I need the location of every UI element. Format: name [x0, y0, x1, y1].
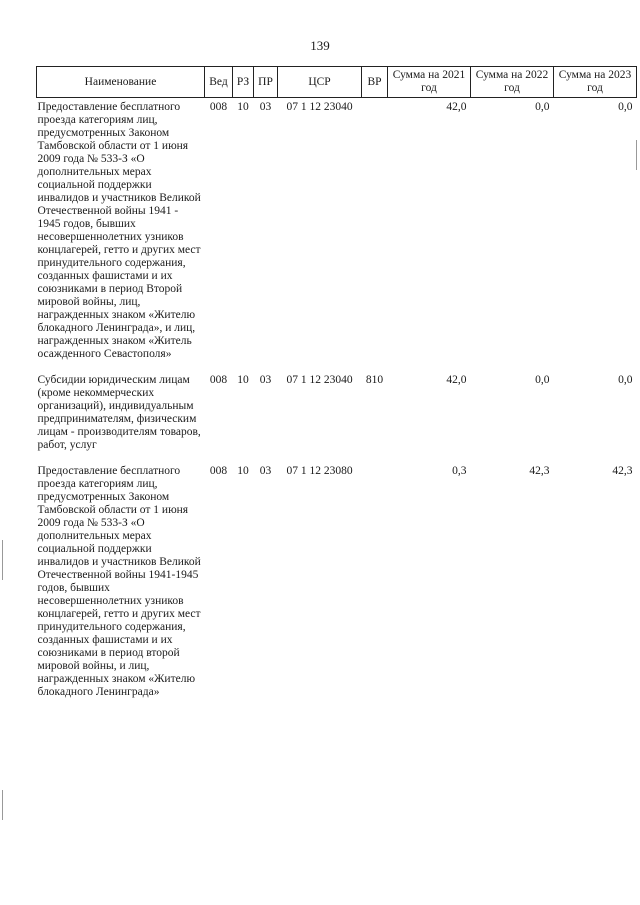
page-number: 139 [310, 38, 330, 53]
table-header-row [37, 67, 637, 98]
row-sum-2023: 42,3 [612, 465, 633, 477]
row-sum-2021: 42,0 [446, 374, 467, 386]
row-sum-2022: 42,3 [529, 465, 550, 477]
row-ved: 008 [209, 465, 228, 477]
row-ved: 008 [209, 101, 228, 113]
row-rz: 10 [237, 101, 249, 113]
budget-table [36, 66, 637, 709]
row-ved: 008 [209, 374, 228, 386]
header-pr: ПР [254, 67, 278, 98]
header-sum-2023: Сумма на 2023 год [554, 67, 637, 98]
scan-edge-mark [2, 790, 3, 820]
scan-edge-mark [636, 140, 637, 170]
table-row [37, 462, 637, 709]
table-row [37, 98, 637, 372]
row-sum-2023: 0,0 [618, 374, 633, 386]
row-pr: 03 [259, 465, 272, 477]
row-rz: 10 [237, 374, 249, 386]
row-csr: 07 1 12 23080 [286, 465, 353, 477]
row-name: Предоставление бесплатного проезда категориям лиц, предусмотренных Законом Тамбовской области от 1 июня 2009 года № 533-З «О дополнительных мерах социальной поддержки инвалидов и участников Великой Отечественной войны 1941-1945 годов, бывших несовершеннолетних узников концлагерей, гетто и других мест принудительного содержания, созданных фашистами и их союзниками в период второй мировой войны, и лиц, награжденных знаком «Жителю блокадного Ленинграда» [37, 465, 201, 698]
row-sum-2023: 0,0 [618, 101, 633, 113]
header-ved: Вед [205, 67, 233, 98]
row-csr: 07 1 12 23040 [286, 101, 353, 113]
row-sum-2021: 42,0 [446, 101, 467, 113]
row-sum-2022: 0,0 [535, 101, 550, 113]
header-csr: ЦСР [278, 67, 362, 98]
row-vr: 810 [365, 374, 384, 386]
header-rz: РЗ [233, 67, 254, 98]
row-vr [362, 462, 388, 709]
row-name: Субсидии юридическим лицам (кроме некоммерческих организаций), индивидуальным предпринимателям, физическим лицам - производителям товаров, работ, услуг [37, 374, 201, 451]
row-sum-2022: 0,0 [535, 374, 550, 386]
row-pr: 03 [259, 374, 272, 386]
row-sum-2021: 0,3 [452, 465, 467, 477]
table-row [37, 371, 637, 462]
header-sum-2022: Сумма на 2022 год [471, 67, 554, 98]
row-vr [362, 98, 388, 372]
header-sum-2021: Сумма на 2021 год [388, 67, 471, 98]
row-pr: 03 [259, 101, 272, 113]
row-name: Предоставление бесплатного проезда категориям лиц, предусмотренных Законом Тамбовской области от 1 июня 2009 года № 533-З «О дополнительных мерах социальной поддержки инвалидов и участников Великой Отечественной войны 1941 - 1945 годов, бывших несовершеннолетних узников концлагерей, гетто и других мест принудительного содержания, созданных фашистами и их союзниками в период Второй мировой войны, лиц, награжденных знаком «Жителю блокадного Ленинграда», и лиц, награжденных знаком «Житель осажденного Севастополя» [37, 101, 201, 360]
row-rz: 10 [237, 465, 249, 477]
header-vr: ВР [362, 67, 388, 98]
header-name: Наименование [37, 67, 205, 98]
scan-edge-mark [2, 540, 3, 580]
row-csr: 07 1 12 23040 [286, 374, 353, 386]
